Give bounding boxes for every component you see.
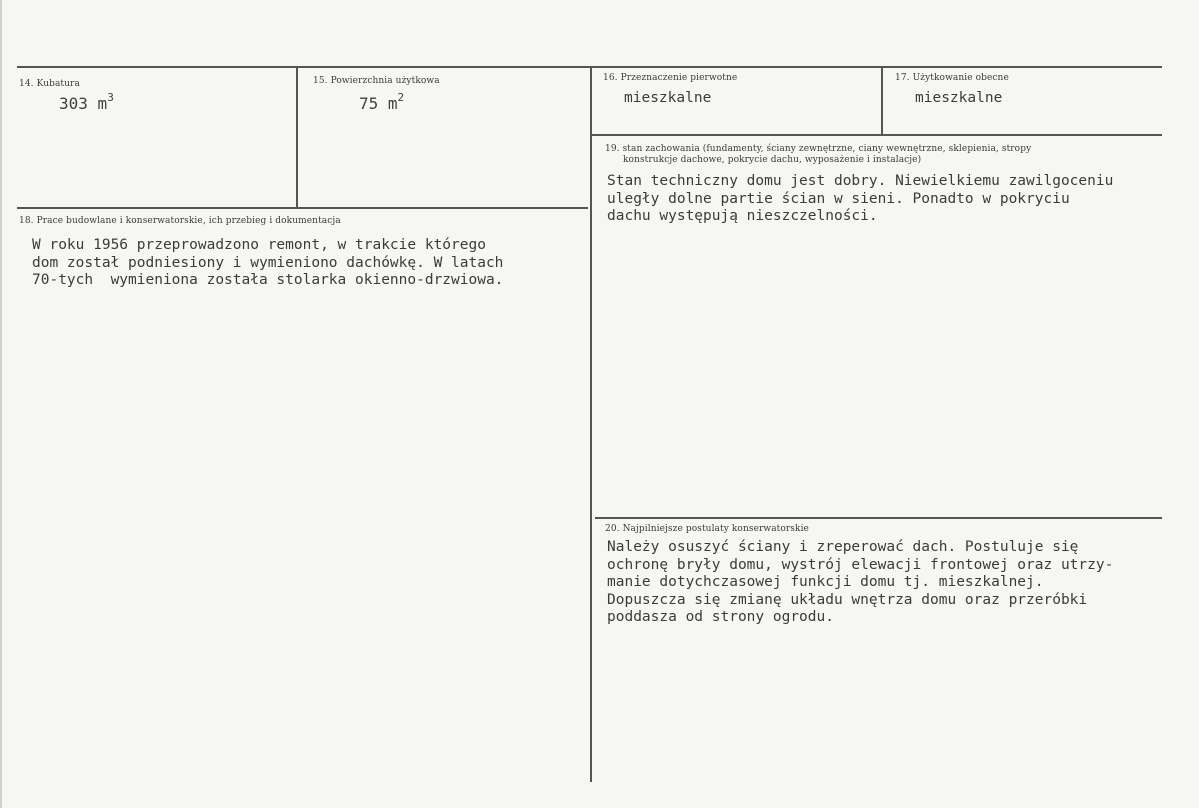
field-16-value: mieszkalne: [624, 90, 712, 106]
field-19-line: uległy dolne partie ścian w sieni. Ponadto w pokryciu: [607, 190, 1070, 207]
field-17-label: 17. Użytkowanie obecne: [895, 73, 1009, 83]
field-14-label: 14. Kubatura: [19, 79, 80, 89]
field-19-line: Stan techniczny domu jest dobry. Niewielkiemu zawilgoceniu: [607, 173, 1114, 189]
center-divider: [590, 68, 592, 782]
field-20-line: ochronę bryły domu, wystrój elewacji frontowej oraz utrzy-: [607, 556, 1114, 573]
mid-left-rule: [17, 207, 588, 209]
field-19-label-line-1: 19. stan zachowania (fundamenty, ściany zewnętrzne, ciany wewnętrzne, sklepienia, stropy: [605, 144, 1032, 154]
field-15-value: [359, 91, 404, 113]
field-15-exponent: 2: [397, 91, 405, 104]
divider-16-17: [881, 68, 883, 134]
field-15-number: 75: [359, 94, 379, 113]
field-14-number: 303: [59, 94, 88, 113]
field-19-label-line-2: konstrukcje dachowe, pokrycie dachu, wyposażenie i instalacje): [623, 155, 922, 165]
field-14-unit: m: [97, 94, 108, 113]
field-14-value: [59, 91, 114, 113]
field-20-line: poddasza od strony ogrodu.: [607, 609, 834, 625]
field-15-label: 15. Powierzchnia użytkowa: [313, 76, 440, 86]
field-20-line: Dopuszcza się zmianę układu wnętrza domu oraz przeróbki: [607, 591, 1088, 608]
field-14-exponent: 3: [107, 91, 114, 104]
field-19-line: dachu występują nieszczelności.: [607, 208, 878, 224]
mid-right-rule: [592, 134, 1162, 136]
field-17-value: mieszkalne: [915, 90, 1003, 106]
field-16-label: 16. Przeznaczenie pierwotne: [603, 73, 738, 83]
divider-14-15: [296, 68, 298, 208]
field-20-line: Należy osuszyć ściany i zreperować dach. Postuluje się: [607, 539, 1079, 555]
field-20-line: manie dotychczasowej funkcji domu tj. mieszkalnej.: [607, 574, 1044, 590]
field-18-line: 70-tych wymieniona została stolarka okienno-drzwiowa.: [32, 272, 504, 288]
lower-right-rule: [595, 517, 1162, 519]
field-18-line: dom został podniesiony i wymieniono dachówkę. W latach: [32, 254, 504, 271]
field-20-label: 20. Najpilniejsze postulaty konserwatorskie: [605, 524, 809, 534]
field-15-unit: m: [387, 94, 398, 113]
field-18-label: 18. Prace budowlane i konserwatorskie, ich przebieg i dokumentacja: [19, 216, 341, 226]
field-18-line: W roku 1956 przeprowadzono remont, w trakcie którego: [32, 237, 486, 253]
